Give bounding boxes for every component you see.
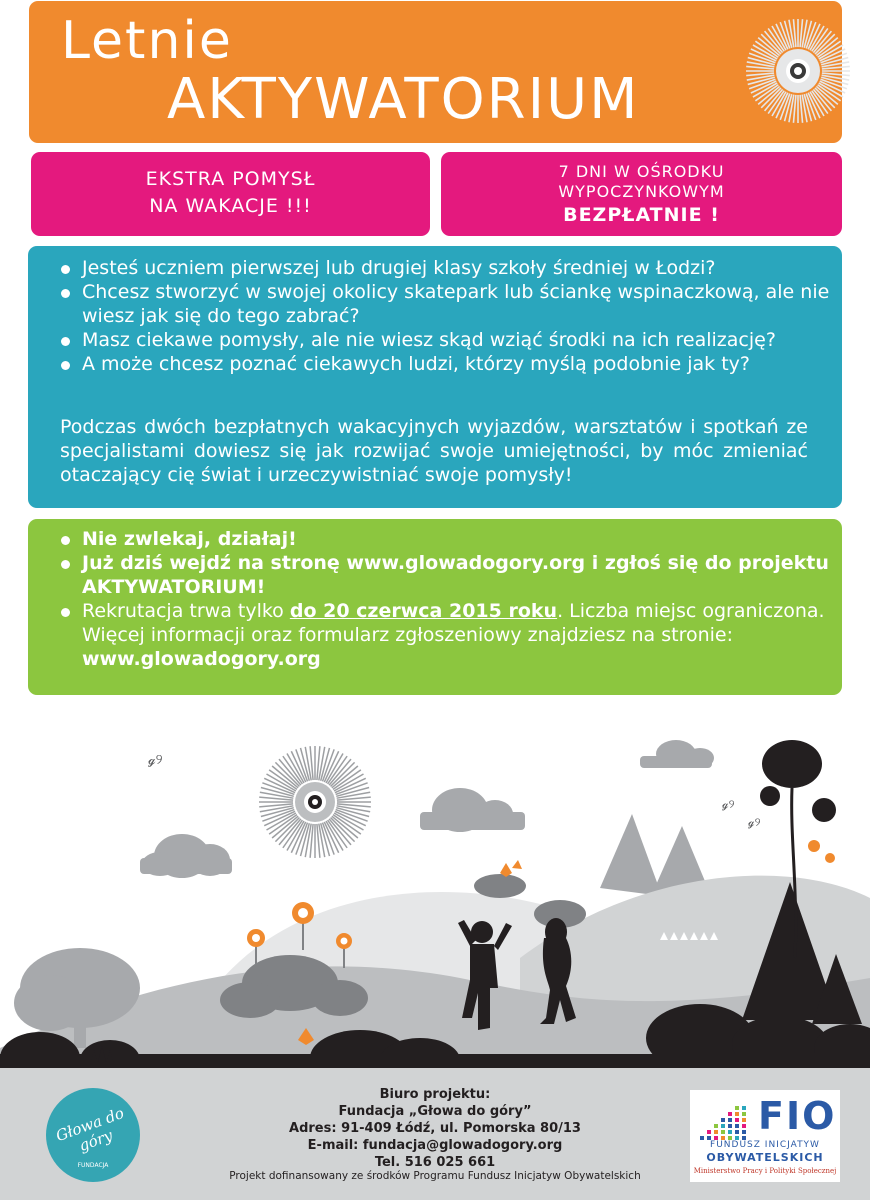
bullet-icon <box>61 337 70 346</box>
cloud-icon <box>140 834 232 878</box>
recruitment-deadline: do 20 czerwca 2015 roku <box>289 600 558 622</box>
list-item: Już dziś wejdź na stronę www.glowadogory.org i zgłoś się do projektu AKTYWATORIUM! <box>58 551 838 599</box>
bird-icon: ℊ୨ <box>148 752 163 768</box>
promo-left-line1: EKSTRA POMYSŁ <box>145 168 316 190</box>
fio-logo: FIO FUNDUSZ INICJATYW OBYWATELSKICH Ministerstwo Pracy i Polityki Społecznej <box>690 1090 840 1182</box>
bullet-icon <box>61 361 70 370</box>
footer-organization: Fundacja „Głowa do góry” <box>338 1104 532 1119</box>
title-banner <box>29 1 842 143</box>
title-line-aktywatorium: AKTYWATORIUM <box>167 67 640 132</box>
bullet-icon <box>61 560 70 569</box>
list-item: Nie zwlekaj, działaj! <box>58 527 838 551</box>
title-line-letnie: Letnie <box>61 11 233 71</box>
promo-left-line2: NA WAKACJE !!! <box>149 195 312 217</box>
bush-shape <box>474 874 526 898</box>
footer-phone: Tel. 516 025 661 <box>374 1155 496 1170</box>
website-link[interactable]: www.glowadogory.org <box>82 648 321 670</box>
flower-icon <box>808 840 835 863</box>
list-item: Jesteś uczniem pierwszej lub drugiej klasy szkoły średniej w Łodzi? <box>58 256 838 280</box>
footer-address: Adres: 91-409 Łódź, ul. Pomorska 80/13 <box>289 1121 581 1136</box>
mountain-shape <box>600 814 662 896</box>
sun-disc-icon <box>259 746 371 858</box>
promo-seven-days <box>441 152 842 236</box>
bullet-icon <box>61 536 70 545</box>
funding-note: Projekt dofinansowany ze środków Programu Fundusz Inicjatyw Obywatelskich <box>229 1170 641 1182</box>
promo-extra-idea <box>31 152 430 236</box>
bullet-icon <box>61 265 70 274</box>
call-to-action-list <box>58 527 838 671</box>
questions-panel <box>28 246 842 508</box>
cloud-icon <box>640 740 714 768</box>
sun-disc-icon <box>723 15 855 127</box>
promo-right-line2: WYPOCZYNKOWYM <box>558 182 725 201</box>
bird-icon: ℊ୨ <box>748 815 761 829</box>
fio-dots-icon <box>696 1096 756 1142</box>
call-to-action-panel <box>28 519 842 695</box>
questions-list <box>58 256 838 376</box>
list-item: Chcesz stworzyć w swojej okolicy skatepark lub ściankę wspinaczkową, ale nie wiesz jak się do tego zabrać? <box>58 280 838 328</box>
bird-icon: ℊ୨ <box>722 797 735 811</box>
footer-email[interactable]: E-mail: fundacja@glowadogory.org <box>307 1138 563 1153</box>
list-item: Masz ciekawe pomysły, ale nie wiesz skąd wziąć środki na ich realizację? <box>58 328 838 352</box>
bullet-icon <box>61 289 70 298</box>
glowa-do-gory-logo: Głowa do góry FUNDACJA <box>46 1088 140 1182</box>
cloud-icon <box>420 788 525 832</box>
footer-heading: Biuro projektu: <box>379 1087 491 1102</box>
list-item: A może chcesz poznać ciekawych ludzi, którzy myślą podobnie jak ty? <box>58 352 838 376</box>
list-item: Rekrutacja trwa tylko do 20 czerwca 2015 roku. Liczba miejsc ograniczona. Więcej informacji oraz formularz zgłoszeniowy znajdziesz na stronie: www.glowadogory.org <box>58 599 838 671</box>
flower-icon <box>500 860 522 877</box>
promo-right-line1: 7 DNI W OŚRODKU <box>558 162 725 181</box>
description-paragraph: Podczas dwóch bezpłatnych wakacyjnych wyjazdów, warsztatów i spotkań ze specjalistami dowiesz się jak rozwijać swoje umiejętności, by móc zmieniać otaczający cię świat i urzeczywistniać swoje pomysły! <box>60 416 808 486</box>
footer <box>0 1068 870 1200</box>
landscape-illustration <box>0 718 870 1068</box>
footer-contact <box>180 1086 690 1171</box>
bullet-icon <box>61 608 70 617</box>
promo-right-free: BEZPŁATNIE ! <box>563 204 720 226</box>
